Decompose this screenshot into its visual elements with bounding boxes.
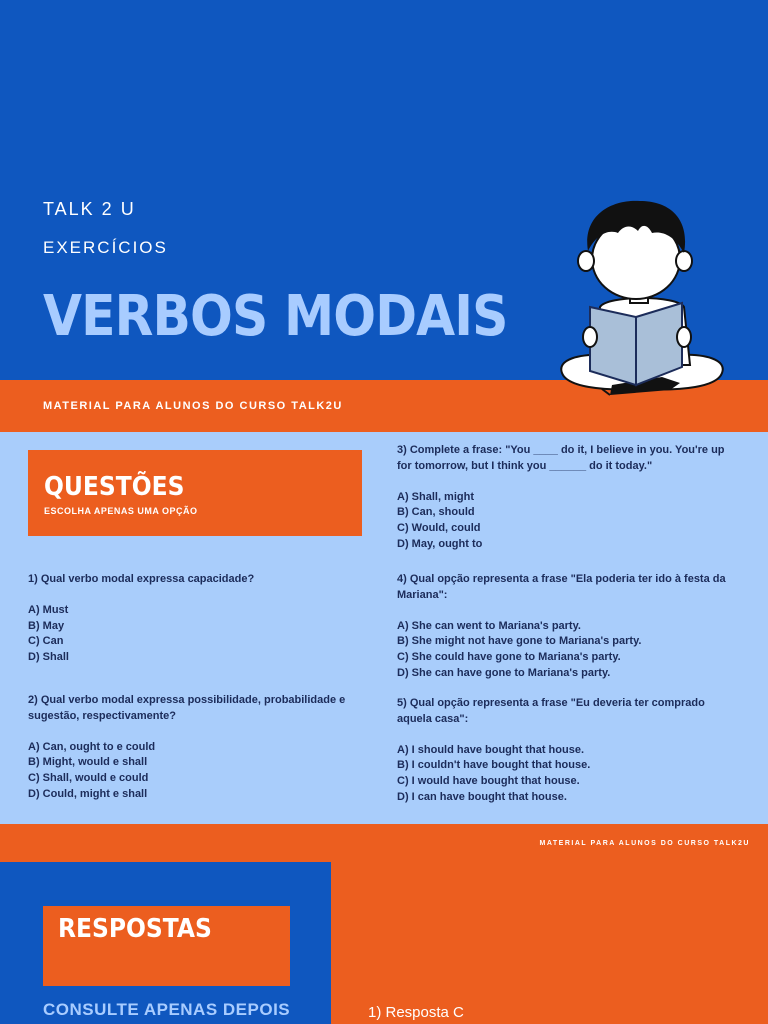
answers-left-panel [0, 862, 331, 1024]
question-option: B) Might, would e shall [28, 756, 148, 769]
question-3 [397, 443, 737, 552]
question-1 [28, 572, 348, 666]
question-option: A) Can, ought to e could [28, 740, 156, 753]
question-option: B) Can, should [397, 506, 475, 519]
question-option: C) I would have bought that house. [397, 774, 580, 787]
question-option: B) May [28, 619, 65, 632]
answers-consult-note: CONSULTE APENAS DEPOIS [43, 1000, 291, 1019]
questions-title: QUESTÕES [44, 472, 185, 502]
question-prompt: 5) Qual opção representa a frase "Eu deveria ter comprado aquela casa": [397, 697, 705, 725]
question-prompt: 2) Qual verbo modal expressa possibilidade, probabilidade e sugestão, respectivamente? [28, 694, 346, 722]
question-2 [28, 693, 348, 802]
question-prompt: 1) Qual verbo modal expressa capacidade? [28, 573, 255, 585]
answers-title: RESPOSTAS [58, 914, 212, 944]
page-subtitle: EXERCÍCIOS [43, 238, 168, 257]
question-option: A) Must [28, 604, 69, 617]
question-option: A) Shall, might [397, 490, 474, 503]
footer-text: MATERIAL PARA ALUNOS DO CURSO TALK2U [539, 840, 750, 847]
question-option: C) She could have gone to Mariana's party. [397, 650, 621, 663]
answers-right-panel [331, 862, 768, 1024]
question-option: A) I should have bought that house. [397, 743, 584, 756]
brand-name: TALK 2 U [43, 199, 136, 219]
question-option: D) May, ought to [397, 537, 483, 550]
question-option: C) Shall, would e could [28, 771, 149, 784]
child-reading-book-illustration [552, 195, 732, 405]
questions-header [28, 450, 362, 536]
footer-strip [0, 824, 768, 862]
page-title: VERBOS MODAIS [43, 284, 508, 349]
questions-section [0, 432, 768, 824]
question-option: A) She can went to Mariana's party. [397, 619, 581, 632]
question-option: B) She might not have gone to Mariana's party. [397, 635, 642, 648]
answers-header [43, 906, 290, 986]
question-option: D) She can have gone to Mariana's party. [397, 666, 611, 679]
question-4 [397, 572, 737, 681]
answer-1: 1) Resposta C [368, 1004, 464, 1021]
banner-text: MATERIAL PARA ALUNOS DO CURSO TALK2U [43, 400, 343, 412]
question-option: C) Would, could [397, 521, 481, 534]
question-option: B) I couldn't have bought that house. [397, 759, 591, 772]
question-option: C) Can [28, 635, 64, 648]
question-option: D) I can have bought that house. [397, 790, 567, 803]
question-5 [397, 696, 737, 805]
question-prompt: 4) Qual opção representa a frase "Ela poderia ter ido à festa da Mariana": [397, 573, 726, 601]
question-option: D) Could, might e shall [28, 787, 148, 800]
question-prompt: 3) Complete a frase: "You ____ do it, I believe in you. You're up for tomorrow, but I think you ______ do it today." [397, 444, 725, 472]
question-option: D) Shall [28, 650, 69, 663]
questions-subtitle: ESCOLHA APENAS UMA OPÇÃO [44, 506, 198, 516]
